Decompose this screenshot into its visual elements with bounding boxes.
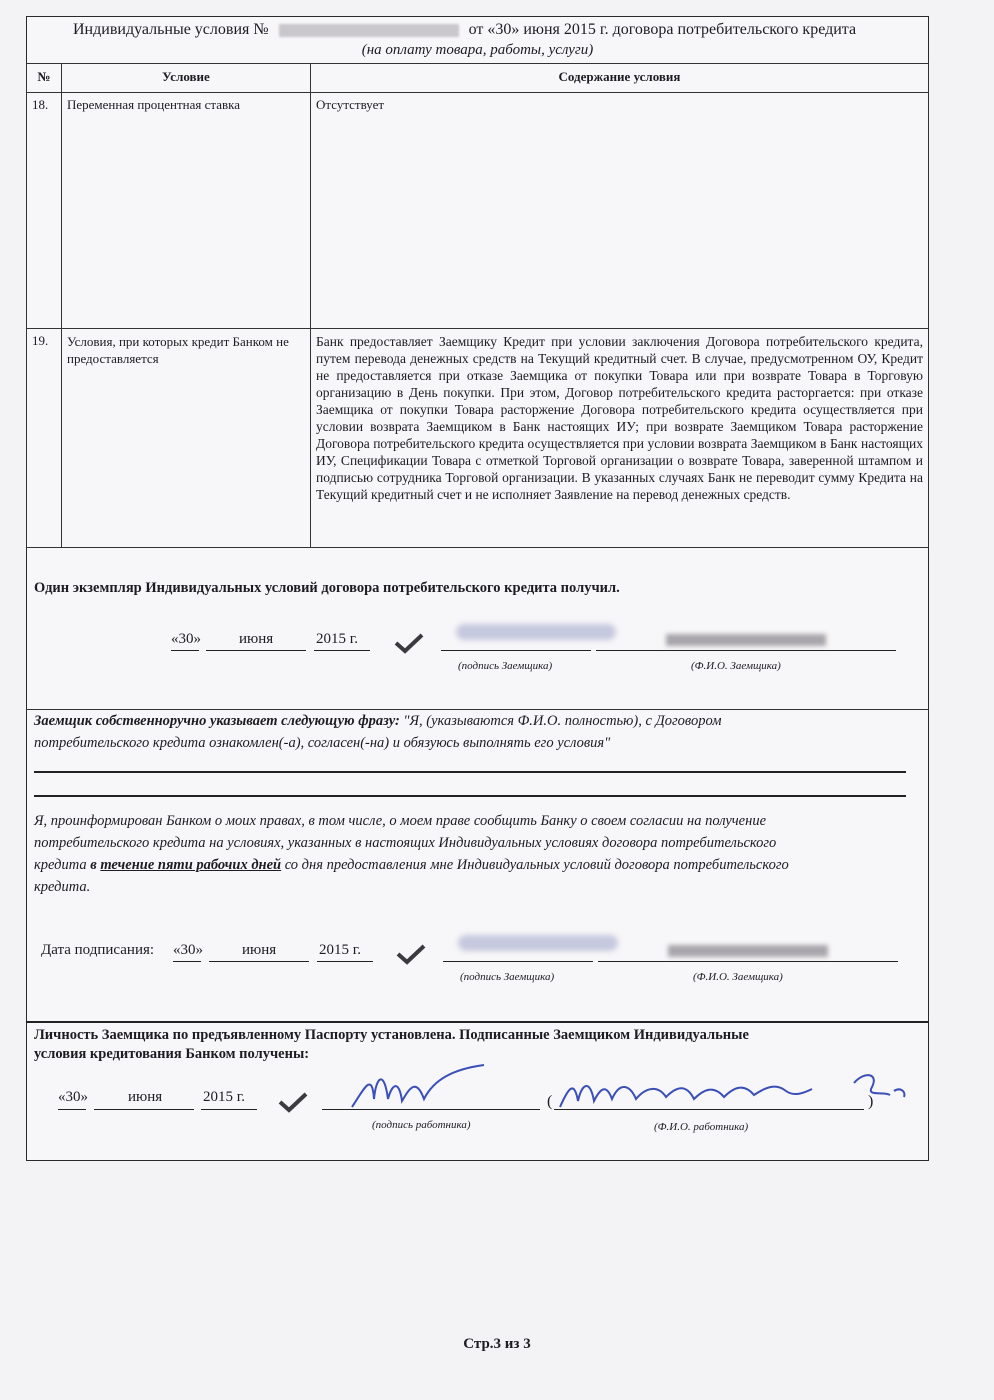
- signing-month: июня: [242, 942, 277, 958]
- informed-line-1: Я, проинформирован Банком о моих правах, в том числе, о моем праве сообщить Банку о своем согласии на получение: [34, 813, 767, 829]
- checkmark-icon: [396, 943, 426, 965]
- informed-line-2: потребительского кредита на условиях, указанных в настоящих Индивидуальных условиях договора потребительского: [34, 835, 777, 851]
- column-header-condition: Условие: [62, 64, 311, 93]
- receipt-month: июня: [239, 631, 274, 647]
- borrower-name-label: (Ф.И.О. Заемщика): [693, 971, 783, 983]
- signature-underline: [443, 961, 593, 962]
- page-number: Стр.3 из 3: [463, 1336, 531, 1352]
- worker-signature-label: (подпись работника): [372, 1119, 471, 1131]
- worker-signature-underline: [322, 1109, 540, 1110]
- conditions-table: [26, 63, 929, 548]
- informed-line-3-bold-in: в: [90, 857, 97, 873]
- identity-day: «30»: [58, 1089, 88, 1105]
- column-header-content: Содержание условия: [311, 64, 929, 93]
- handwritten-phrase-end: потребительского кредита ознакомлен(-а), согласен(-на) и обязуюсь выполнять его условия": [34, 735, 611, 751]
- year-underline: [314, 650, 370, 651]
- signature-underline: [441, 650, 591, 651]
- identity-line-2: условия кредитования Банком получены:: [34, 1046, 310, 1062]
- day-underline: [171, 650, 199, 651]
- handwriting-line: [34, 771, 906, 773]
- handwritten-phrase-start: "Я, (указываются Ф.И.О. полностью), с Договором: [403, 713, 722, 729]
- borrower-name-label: (Ф.И.О. Заемщика): [691, 660, 781, 672]
- table-row: [27, 93, 929, 329]
- identity-year: 2015 г.: [203, 1089, 245, 1105]
- identity-month: июня: [128, 1089, 163, 1105]
- table-header-row: [27, 64, 929, 93]
- redacted-borrower-name: [668, 945, 828, 957]
- checkmark-icon: [394, 632, 424, 654]
- redacted-borrower-name: [666, 634, 826, 646]
- row-content: Отсутствует: [311, 93, 929, 329]
- checkmark-icon: [278, 1091, 308, 1113]
- column-header-number: №: [27, 64, 62, 93]
- header-title-prefix: Индивидуальные условия №: [73, 21, 269, 38]
- redacted-borrower-signature: [458, 935, 618, 951]
- row-content: Банк предоставляет Заемщику Кредит при условии заключения Договора потребительского кредита, путем перевода денежных средств на Текущий кредитный счет. В случае, предусмотренном ОУ, Кредит не предоставляется при отказе Заемщика от покупки Товара или при возврате Товара в Торговую организацию в День покупки. При этом, Договор потребительского кредита расторгается: при отказе Заемщика от покупки Товара расторжение Договора потребительского кредита осуществляется при условии возврата Заемщиком в Банк настоящих ИУ; при возврате Заемщиком Товара расторжение Договора потребительского кредита осуществляется при условии возврата Заемщиком в Банк настоящих ИУ, Спецификации Товара с отметкой Торговой организации о возврате Товара, заверенной штампом и подписью сотрудника Торговой организации. В указанных случаях Банк не переводит сумму Кредита на Текущий кредитный счет и не исполняет Заявление на перевод денежных средств.: [311, 329, 929, 548]
- table-row: [27, 329, 929, 548]
- worker-name-underline: [554, 1109, 864, 1110]
- informed-section: [26, 807, 929, 1017]
- handwritten-phrase-section: [26, 709, 929, 804]
- borrower-signature-label: (подпись Заемщика): [458, 660, 553, 672]
- informed-line-3-start: кредита: [34, 857, 87, 873]
- identity-line-1: Личность Заемщика по предъявленному Паспорту установлена. Подписанные Заемщиком Индивидуальные: [34, 1027, 749, 1043]
- name-underline: [598, 961, 898, 962]
- day-underline: [58, 1109, 86, 1110]
- informed-line-3-end: со дня предоставления мне Индивидуальных условий договора потребительского: [284, 857, 789, 873]
- name-underline: [596, 650, 896, 651]
- signing-year: 2015 г.: [319, 942, 361, 958]
- informed-line-3: [34, 857, 789, 874]
- redacted-borrower-signature: [456, 624, 616, 640]
- informed-line-4: кредита.: [34, 879, 91, 895]
- document-page: [26, 16, 929, 1161]
- worker-name-label: (Ф.И.О. работника): [654, 1121, 749, 1133]
- signing-date-label: Дата подписания:: [41, 942, 155, 958]
- document-header: [27, 17, 928, 64]
- row-condition: Условия, при которых кредит Банком не предоставляется: [62, 329, 311, 548]
- identity-section: [26, 1023, 929, 1161]
- informed-deadline: течение пяти рабочих дней: [100, 857, 282, 873]
- receipt-statement: Один экземпляр Индивидуальных условий договора потребительского кредита получил.: [34, 580, 620, 596]
- month-underline: [206, 650, 306, 651]
- signing-day: «30»: [173, 942, 203, 958]
- header-title-suffix: от «30» июня 2015 г. договора потребительского кредита: [468, 21, 857, 38]
- receipt-day: «30»: [171, 631, 201, 647]
- header-subtitle: (на оплату товара, работы, услуги): [361, 42, 594, 58]
- month-underline: [209, 961, 309, 962]
- handwritten-intro: Заемщик собственноручно указывает следующую фразу:: [34, 713, 400, 729]
- day-underline: [173, 961, 201, 962]
- receipt-section: [26, 552, 929, 712]
- header-title: [73, 21, 856, 39]
- row-number: 19.: [27, 329, 62, 548]
- year-underline: [201, 1109, 257, 1110]
- month-underline: [94, 1109, 194, 1110]
- row-number: 18.: [27, 93, 62, 329]
- handwritten-instruction: [34, 713, 721, 730]
- receipt-year: 2015 г.: [316, 631, 358, 647]
- handwriting-line: [34, 795, 906, 797]
- worker-name-paren-close: ): [868, 1093, 874, 1110]
- worker-signature-handwriting: [344, 1059, 494, 1114]
- year-underline: [317, 961, 373, 962]
- borrower-signature-label: (подпись Заемщика): [460, 971, 555, 983]
- row-condition: Переменная процентная ставка: [62, 93, 311, 329]
- redacted-contract-number: [279, 24, 459, 37]
- worker-name-paren-open: (: [547, 1093, 553, 1110]
